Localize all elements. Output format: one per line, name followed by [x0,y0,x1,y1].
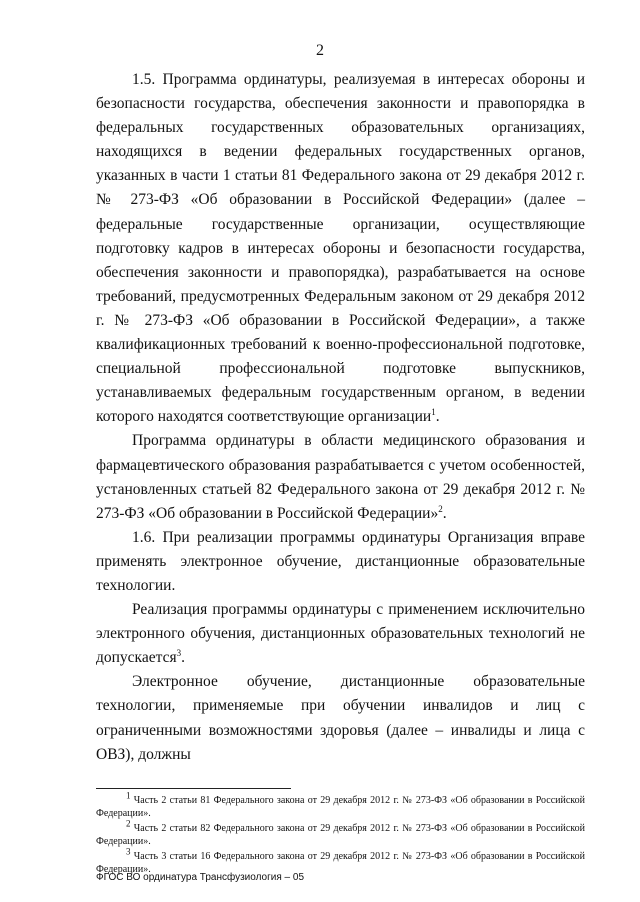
paragraph-medical-education: Программа ординатуры в области медицинского образования и фармацевтического образования разрабатывается с учетом особенностей, установленных статьей 82 Федерального закона от 29 декабря 2012 г. № 273-ФЗ «Об образовании в Российской Федерации»$^2$. [96,432,585,522]
paragraph-exclusive-elearning: Реализация программы ординатуры с применением исключительно электронного обучения, дистанционных образовательных технологий не допускается$^3$. [96,601,585,667]
footnote-ref-1: 1 [431,407,436,418]
document-body [96,68,585,767]
paragraph-1-5: 1.5. Программа ординатуры, реализуемая в интересах обороны и безопасности государства, обеспечения законности и правопорядка в федеральных государственных образовательных организациях, находящихся в ведении федеральных государственных органов, указанных в части 1 статьи 81 Федерального закона от 29 декабря 2012 г. № 273-ФЗ «Об образовании в Российской Федерации» (далее – федеральные государственные организации, осуществляющие подготовку кадров в интересах обороны и безопасности государства, обеспечения законности и правопорядка), разрабатывается на основе требований, предусмотренных Федеральным законом от 29 декабря 2012 г. № 273-ФЗ «Об образовании в Российской Федерации», а также квалификационных требований к военно-профессиональной подготовке, специальной профессиональной подготовке выпускников, устанавливаемых федеральным государственным органом, в ведении которого находятся соответствующие организации$^1$. [96,71,585,426]
page-number: 2 [316,42,324,59]
footnotes [96,790,586,876]
footnote-3: $^3$ Часть 3 статьи 16 Федерального закона от 29 декабря 2012 г. № 273-ФЗ «Об образовании в Российской Федерации». [96,846,586,876]
footnote-ref-3: 3 [176,648,182,659]
paragraph-disabled-students: Электронное обучение, дистанционные образовательные технологии, применяемые при обучении инвалидов и лиц с ограниченными возможностями здоровья (далее – инвалиды и лица с ОВЗ), должны [96,673,585,763]
paragraph-1-6: 1.6. При реализации программы ординатуры Организация вправе применять электронное обучение, дистанционные образовательные технологии. [96,528,585,594]
footnote-1: $^1$ Часть 2 статьи 81 Федерального закона от 29 декабря 2012 г. № 273-ФЗ «Об образовании в Российской Федерации». [96,790,586,820]
page-footer: ФГОС ВО ординатура Трансфузиология – 05 [96,872,305,883]
footnote-divider [96,788,291,789]
footnote-2: $^2$ Часть 2 статьи 82 Федерального закона от 29 декабря 2012 г. № 273-ФЗ «Об образовании в Российской Федерации». [96,818,586,848]
footnote-ref-2: 2 [438,503,443,514]
